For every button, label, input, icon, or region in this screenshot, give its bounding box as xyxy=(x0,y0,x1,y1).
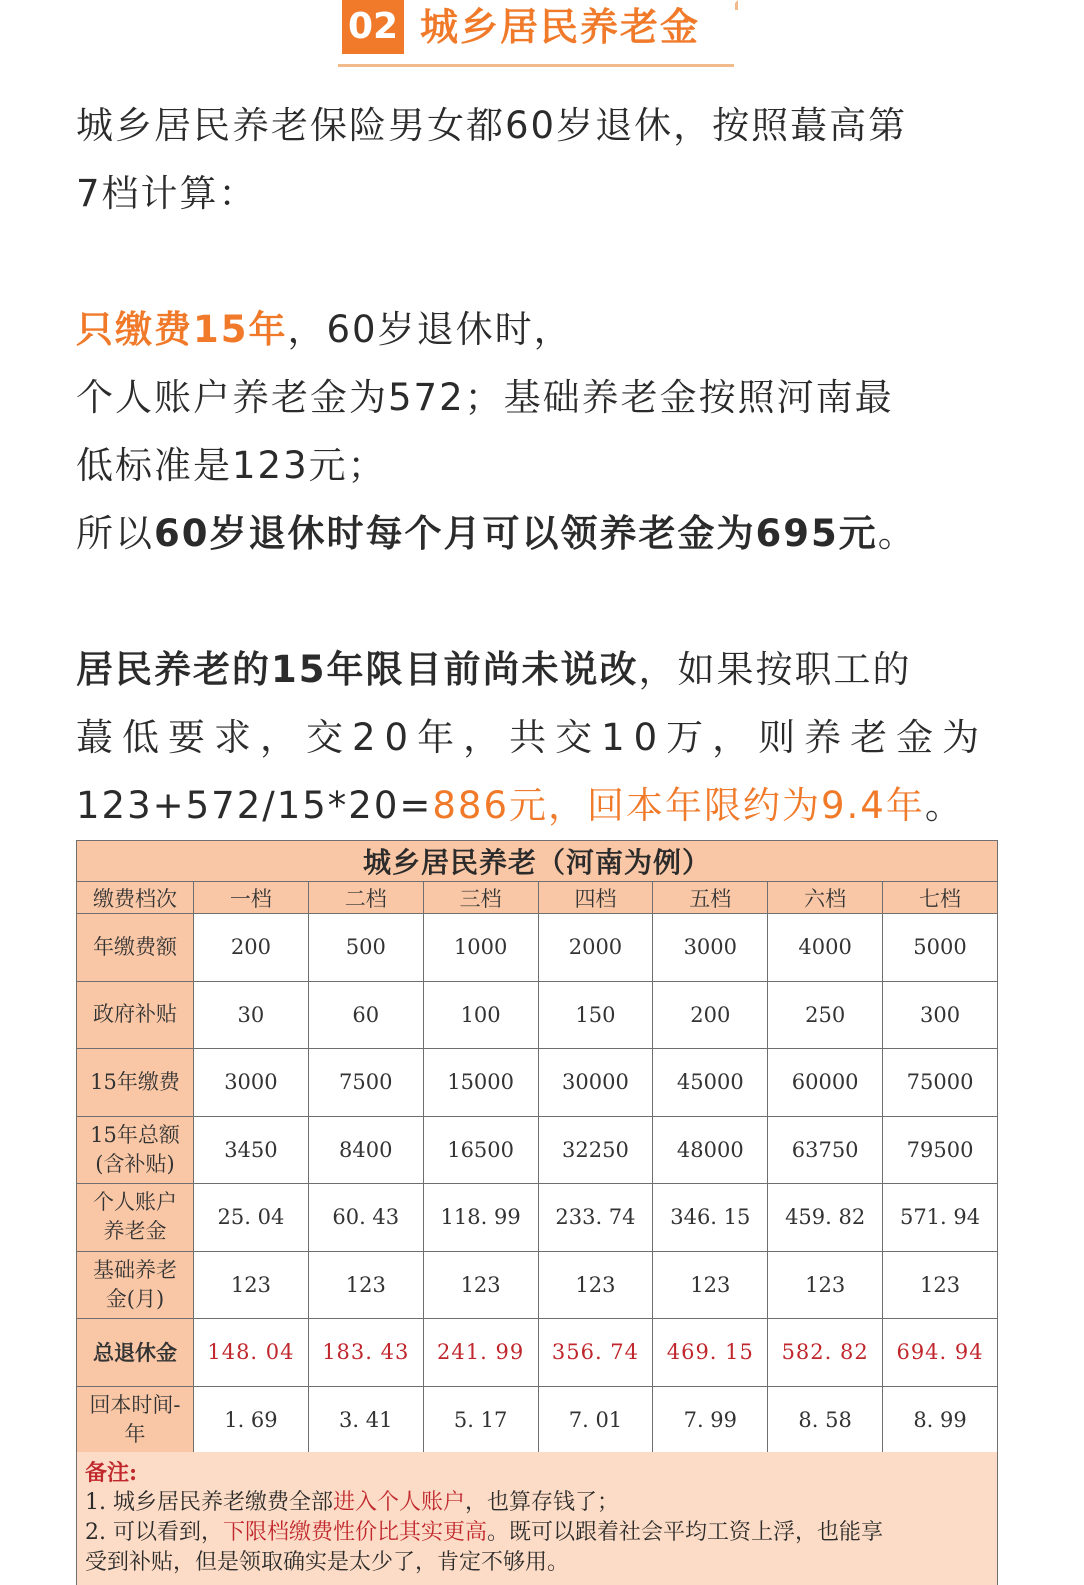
table-cell: 150 xyxy=(538,981,653,1049)
table-cell: 60000 xyxy=(768,1049,883,1117)
table-cell: 694. 94 xyxy=(883,1319,998,1387)
table-cell: 63750 xyxy=(768,1116,883,1184)
table-cell: 123 xyxy=(768,1251,883,1319)
row-label-line: 年缴费额 xyxy=(93,934,177,959)
table-cell: 123 xyxy=(423,1251,538,1319)
table-header-cell: 三档 xyxy=(423,882,538,914)
table-cell: 60. 43 xyxy=(308,1184,423,1252)
text-span: 2. 可以看到， xyxy=(85,1520,223,1545)
table-title-row xyxy=(77,841,998,882)
row-label-line: (含补贴) xyxy=(95,1151,175,1176)
text-span: 所以 xyxy=(76,512,154,555)
table-cell: 48000 xyxy=(653,1116,768,1184)
table-cell: 469. 15 xyxy=(653,1319,768,1387)
notes-title: 备注: xyxy=(85,1460,138,1486)
section-title: 城乡居民养老金 xyxy=(420,5,701,49)
text-span: 。 xyxy=(924,784,964,827)
note-line xyxy=(85,1488,989,1518)
table-cell: 123 xyxy=(308,1251,423,1319)
paragraph-line: 蕞低要求，交20年，共交10万，则养老金为 xyxy=(76,716,989,759)
highlight-text: 886元，回本年限约为9.4年 xyxy=(432,784,925,827)
table-cell: 7. 01 xyxy=(538,1386,653,1454)
table-row xyxy=(77,981,998,1049)
row-label-line: 基础养老 xyxy=(93,1257,177,1282)
table-row xyxy=(77,1116,998,1184)
row-label-line: 15年缴费 xyxy=(90,1069,180,1094)
row-label-line: 金(月) xyxy=(105,1286,165,1311)
table-cell: 1. 69 xyxy=(194,1386,309,1454)
table-cell: 582. 82 xyxy=(768,1319,883,1387)
table-cell: 148. 04 xyxy=(194,1319,309,1387)
text-span: 1. 城乡居民养老缴费全部 xyxy=(85,1490,333,1515)
table-row xyxy=(77,1319,998,1387)
table-cell: 183. 43 xyxy=(308,1319,423,1387)
section-number: 02 xyxy=(342,0,404,54)
table-cell: 459. 82 xyxy=(768,1184,883,1252)
table-cell: 5. 17 xyxy=(423,1386,538,1454)
table-cell: 79500 xyxy=(883,1116,998,1184)
row-label xyxy=(77,1116,194,1184)
table-row xyxy=(77,914,998,982)
row-label xyxy=(77,1251,194,1319)
note-line: 受到补贴，但是领取确实是太少了，肯定不够用。 xyxy=(85,1550,570,1575)
notes-box xyxy=(76,1452,998,1585)
table-header-cell: 四档 xyxy=(538,882,653,914)
intro-line: 7档计算： xyxy=(76,172,258,215)
row-label-line: 个人账户 xyxy=(93,1190,177,1215)
table-row xyxy=(77,1049,998,1117)
table-cell: 356. 74 xyxy=(538,1319,653,1387)
pension-table xyxy=(76,840,998,1454)
heading-corner-decoration xyxy=(728,0,738,10)
table-cell: 200 xyxy=(653,981,768,1049)
table-cell: 15000 xyxy=(423,1049,538,1117)
table-row xyxy=(77,1251,998,1319)
table-cell: 123 xyxy=(883,1251,998,1319)
heading-underline xyxy=(338,64,734,67)
table-header-cell: 缴费档次 xyxy=(77,882,194,914)
row-label-line: 回本时间- xyxy=(89,1392,181,1417)
table-cell: 241. 99 xyxy=(423,1319,538,1387)
row-label xyxy=(77,981,194,1049)
note-line xyxy=(85,1518,989,1548)
table-cell: 233. 74 xyxy=(538,1184,653,1252)
table-header-cell: 六档 xyxy=(768,882,883,914)
table-cell: 118. 99 xyxy=(423,1184,538,1252)
text-span: ，如果按职工的 xyxy=(638,648,912,691)
table-cell: 2000 xyxy=(538,914,653,982)
table-cell: 75000 xyxy=(883,1049,998,1117)
highlight-text: 进入个人账户 xyxy=(332,1490,465,1515)
text-span: ，也算存钱了； xyxy=(465,1490,620,1515)
table-cell: 250 xyxy=(768,981,883,1049)
paragraph-line xyxy=(76,296,1001,364)
table-cell: 123 xyxy=(538,1251,653,1319)
paragraph-20-years xyxy=(76,636,1001,840)
table-cell: 571. 94 xyxy=(883,1184,998,1252)
table-cell: 3. 41 xyxy=(308,1386,423,1454)
row-label xyxy=(77,1049,194,1117)
highlight-text: 下限档缴费性价比其实更高 xyxy=(222,1520,487,1545)
table-cell: 3000 xyxy=(194,1049,309,1117)
table-cell: 1000 xyxy=(423,914,538,982)
paragraph-line xyxy=(76,636,1001,704)
table-cell: 32250 xyxy=(538,1116,653,1184)
row-label xyxy=(77,1386,194,1454)
table-header-row xyxy=(77,882,998,914)
table-header-cell: 二档 xyxy=(308,882,423,914)
text-span: 。 xyxy=(877,512,917,555)
table-cell: 25. 04 xyxy=(194,1184,309,1252)
text-span: ，60岁退休时， xyxy=(287,308,573,351)
row-label xyxy=(77,1184,194,1252)
row-label-line: 养老金 xyxy=(103,1219,167,1244)
row-label-line: 总退休金 xyxy=(93,1339,177,1365)
row-label xyxy=(77,1319,194,1387)
section-heading xyxy=(338,0,734,66)
table-cell: 8. 58 xyxy=(768,1386,883,1454)
row-label xyxy=(77,914,194,982)
table-cell: 5000 xyxy=(883,914,998,982)
table-cell: 200 xyxy=(194,914,309,982)
table-header-cell: 五档 xyxy=(653,882,768,914)
highlight-text: 只缴费15年 xyxy=(76,308,288,351)
row-label-line: 年 xyxy=(124,1421,146,1446)
paragraph-line xyxy=(76,772,1001,840)
table-row xyxy=(77,1386,998,1454)
table-cell: 346. 15 xyxy=(653,1184,768,1252)
table-cell: 4000 xyxy=(768,914,883,982)
table-cell: 16500 xyxy=(423,1116,538,1184)
bold-text: 居民养老的15年限目前尚未说改 xyxy=(76,648,639,691)
table-cell: 45000 xyxy=(653,1049,768,1117)
paragraph-line: 低标准是123元； xyxy=(76,444,387,487)
table-cell: 500 xyxy=(308,914,423,982)
table-cell: 8. 99 xyxy=(883,1386,998,1454)
intro-line: 城乡居民养老保险男女都60岁退休，按照蕞高第 xyxy=(76,104,908,147)
table-cell: 300 xyxy=(883,981,998,1049)
text-span: 。既可以跟着社会平均工资上浮，也能享 xyxy=(487,1520,884,1545)
table-header-cell: 一档 xyxy=(194,882,309,914)
table-cell: 7. 99 xyxy=(653,1386,768,1454)
table-cell: 123 xyxy=(194,1251,309,1319)
table-cell: 7500 xyxy=(308,1049,423,1117)
table-cell: 60 xyxy=(308,981,423,1049)
table-title: 城乡居民养老（河南为例） xyxy=(77,841,998,882)
text-span: 123+572/15*20= xyxy=(76,784,433,827)
table-cell: 30000 xyxy=(538,1049,653,1117)
table-cell: 8400 xyxy=(308,1116,423,1184)
table-cell: 3000 xyxy=(653,914,768,982)
row-label-line: 15年总额 xyxy=(90,1122,180,1147)
table-cell: 100 xyxy=(423,981,538,1049)
table-header-cell: 七档 xyxy=(883,882,998,914)
table-row xyxy=(77,1184,998,1252)
table-cell: 3450 xyxy=(194,1116,309,1184)
intro-paragraph xyxy=(76,92,1001,228)
table-cell: 123 xyxy=(653,1251,768,1319)
paragraph-line: 个人账户养老金为572；基础养老金按照河南最 xyxy=(76,376,894,419)
table-cell: 30 xyxy=(194,981,309,1049)
paragraph-15-years xyxy=(76,296,1001,568)
bold-text: 60岁退休时每个月可以领养老金为695元 xyxy=(154,512,878,555)
paragraph-line xyxy=(76,500,1001,568)
row-label-line: 政府补贴 xyxy=(93,1002,177,1027)
